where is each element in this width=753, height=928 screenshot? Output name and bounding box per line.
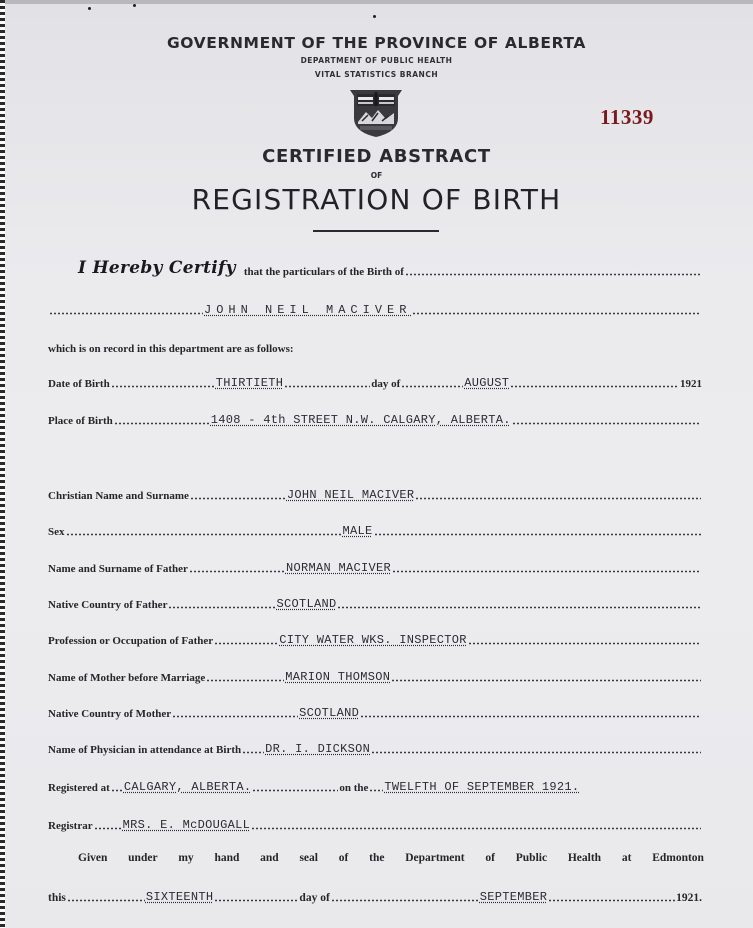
statement-word: hand — [214, 852, 240, 864]
dotted-leader — [94, 820, 122, 830]
dotted-leader — [251, 820, 701, 830]
dotted-leader — [242, 744, 264, 754]
dotted-leader — [284, 378, 370, 388]
registrar-row — [48, 818, 702, 832]
dotted-leader — [49, 305, 203, 315]
dotted-leader — [190, 490, 286, 500]
dotted-leader — [360, 708, 701, 718]
certify-text: that the particulars of the Birth of — [243, 266, 404, 278]
given-under-seal-statement — [78, 852, 704, 864]
dotted-leader — [371, 744, 701, 754]
dotted-leader — [512, 415, 701, 425]
statement-word: Edmonton — [652, 852, 704, 864]
title-divider — [313, 230, 439, 232]
dotted-leader — [337, 599, 701, 609]
field-value: CITY WATER WKS. INSPECTOR — [279, 633, 467, 647]
registrar-value: MRS. E. McDOUGALL — [122, 818, 251, 832]
dotted-leader — [369, 782, 383, 792]
dotted-leader — [111, 782, 123, 792]
certify-lead: I Hereby Certify — [78, 258, 236, 278]
dotted-leader — [401, 378, 463, 388]
field-value: MALE — [342, 524, 373, 538]
day-of-label: day of — [299, 892, 330, 904]
field-value: JOHN NEIL MACIVER — [286, 488, 415, 502]
paper-speck — [133, 4, 136, 7]
statement-word: of — [485, 852, 495, 864]
field-row-sex — [48, 524, 702, 538]
field-value: SCOTLAND — [299, 706, 360, 720]
statement-word: seal — [299, 852, 318, 864]
dotted-leader — [468, 635, 701, 645]
field-label: Native Country of Father — [48, 599, 168, 611]
statement-word: my — [178, 852, 194, 864]
date-of-birth-label: Date of Birth — [48, 378, 110, 390]
field-value: SCOTLAND — [276, 597, 337, 611]
field-label: Name of Mother before Marriage — [48, 672, 206, 684]
dotted-leader — [331, 892, 479, 902]
field-label: Name of Physician in attendance at Birth — [48, 744, 242, 756]
birth-year-value: 1921 — [680, 378, 702, 390]
field-row-mother-maiden-name — [48, 670, 702, 684]
branch-heading: VITAL STATISTICS BRANCH — [314, 70, 439, 79]
field-value: NORMAN MACIVER — [285, 561, 391, 575]
field-row-child-name — [48, 488, 702, 502]
dotted-leader — [114, 415, 210, 425]
certificate-number: 11339 — [600, 105, 654, 129]
dotted-leader — [172, 708, 298, 718]
on-the-label: on the — [339, 782, 369, 794]
perforated-edge — [0, 0, 5, 928]
field-label: Native Country of Mother — [48, 708, 172, 720]
issue-date-row — [48, 890, 702, 904]
field-label: Name and Surname of Father — [48, 563, 188, 575]
issue-month-value: SEPTEMBER — [479, 890, 548, 904]
dotted-leader — [66, 526, 342, 536]
title-of: OF — [370, 171, 383, 180]
registration-row — [48, 780, 702, 794]
date-of-birth-row — [48, 376, 702, 390]
dotted-leader — [214, 892, 298, 902]
certify-line — [78, 258, 702, 278]
statement-word: of — [338, 852, 349, 864]
registered-at-value: CALGARY, ALBERTA. — [123, 780, 252, 794]
birth-day-value: THIRTIETH — [215, 376, 284, 390]
followup-text: which is on record in this department are as follows: — [48, 343, 294, 355]
title-registration-of-birth: REGISTRATION OF BIRTH — [191, 183, 562, 216]
field-row-father-country — [48, 597, 702, 611]
dotted-leader — [392, 563, 701, 573]
registered-at-label: Registered at — [48, 782, 110, 794]
field-row-mother-country — [48, 706, 702, 720]
dotted-leader — [168, 599, 275, 609]
field-value: DR. I. DICKSON — [265, 742, 371, 756]
statement-word: Health — [567, 852, 602, 864]
registrar-label: Registrar — [48, 820, 93, 832]
statement-word: under — [128, 852, 158, 864]
statement-word: at — [621, 852, 632, 864]
issue-day-value: SIXTEENTH — [145, 890, 214, 904]
field-label: Sex — [48, 526, 65, 538]
field-label: Profession or Occupation of Father — [48, 635, 214, 647]
dotted-leader — [412, 305, 701, 315]
statement-word: Department — [405, 852, 465, 864]
dotted-leader — [405, 266, 701, 276]
department-heading: DEPARTMENT OF PUBLIC HEALTH — [300, 56, 453, 65]
birth-month-value: AUGUST — [464, 376, 510, 390]
registered-on-value: TWELFTH OF SEPTEMBER 1921. — [384, 780, 580, 794]
dotted-leader — [548, 892, 675, 902]
field-label: Christian Name and Surname — [48, 490, 189, 502]
subject-name-line — [48, 303, 702, 317]
day-of-label: day of — [371, 378, 401, 390]
dotted-leader — [510, 378, 679, 388]
statement-word: Public — [515, 852, 548, 864]
place-of-birth-label: Place of Birth — [48, 415, 113, 427]
dotted-leader — [206, 672, 284, 682]
dotted-leader — [214, 635, 278, 645]
field-value: MARION THOMSON — [285, 670, 391, 684]
paper-speck — [373, 15, 376, 18]
dotted-leader — [391, 672, 701, 682]
place-of-birth-row — [48, 413, 702, 427]
dotted-leader — [111, 378, 215, 388]
dotted-leader — [252, 782, 338, 792]
alberta-coat-of-arms-icon — [348, 88, 404, 138]
dotted-leader — [415, 490, 701, 500]
scan-top-edge — [0, 0, 753, 4]
statement-word: the — [369, 852, 385, 864]
field-row-physician — [48, 742, 702, 756]
title-certified-abstract: CERTIFIED ABSTRACT — [262, 146, 491, 167]
dotted-leader — [67, 892, 145, 902]
field-row-father-name — [48, 561, 702, 575]
dotted-leader — [374, 526, 701, 536]
issue-year-value: 1921. — [676, 892, 702, 904]
statement-word: Given — [78, 852, 108, 864]
place-of-birth-value: 1408 - 4th STREET N.W. CALGARY, ALBERTA. — [210, 413, 511, 427]
paper-speck — [88, 7, 91, 10]
dotted-leader — [189, 563, 285, 573]
field-row-father-occupation — [48, 633, 702, 647]
government-heading: GOVERNMENT OF THE PROVINCE OF ALBERTA — [166, 34, 586, 52]
subject-name-value: JOHN NEIL MACIVER — [204, 303, 412, 317]
this-label: this — [48, 892, 66, 904]
statement-word: and — [260, 852, 279, 864]
